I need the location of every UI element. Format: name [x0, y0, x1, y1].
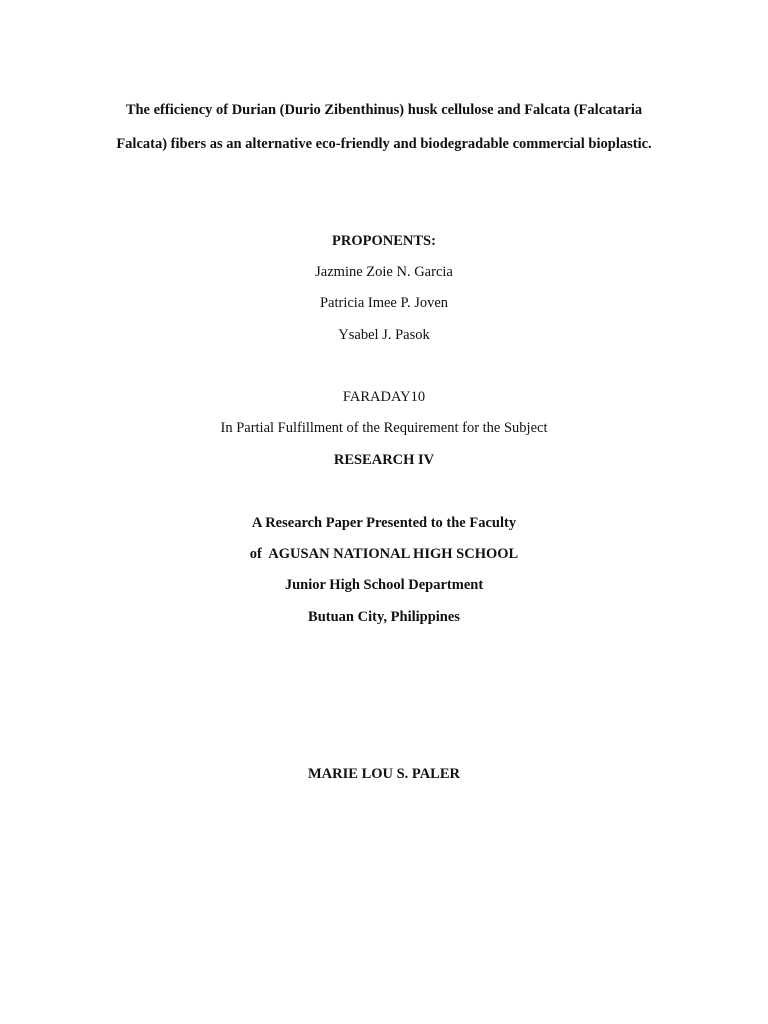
title-line-1: The efficiency of Durian (Durio Zibenthinus) husk cellulose and Falcata (Falcataria: [125, 102, 643, 118]
fulfillment-text: In Partial Fulfillment of the Requirement for the Subject: [220, 420, 548, 436]
proponent-name: Patricia Imee P. Joven: [319, 295, 449, 311]
location-text: Butuan City, Philippines: [308, 609, 460, 625]
proponents-heading: PROPONENTS:: [332, 233, 436, 249]
proponent-name: Ysabel J. Pasok: [338, 327, 430, 343]
department-name: Junior High School Department: [284, 577, 484, 593]
proponent-name: Jazmine Zoie N. Garcia: [315, 264, 453, 280]
adviser-name: MARIE LOU S. PALER: [308, 766, 460, 782]
presentation-line-2: of AGUSAN NATIONAL HIGH SCHOOL: [249, 546, 519, 562]
section-name: FARADAY10: [342, 389, 426, 405]
subject-name: RESEARCH IV: [333, 452, 435, 468]
presentation-line-1: A Research Paper Presented to the Faculty: [251, 515, 517, 531]
title-line-2: Falcata) fibers as an alternative eco-friendly and biodegradable commercial bioplastic.: [116, 136, 652, 152]
